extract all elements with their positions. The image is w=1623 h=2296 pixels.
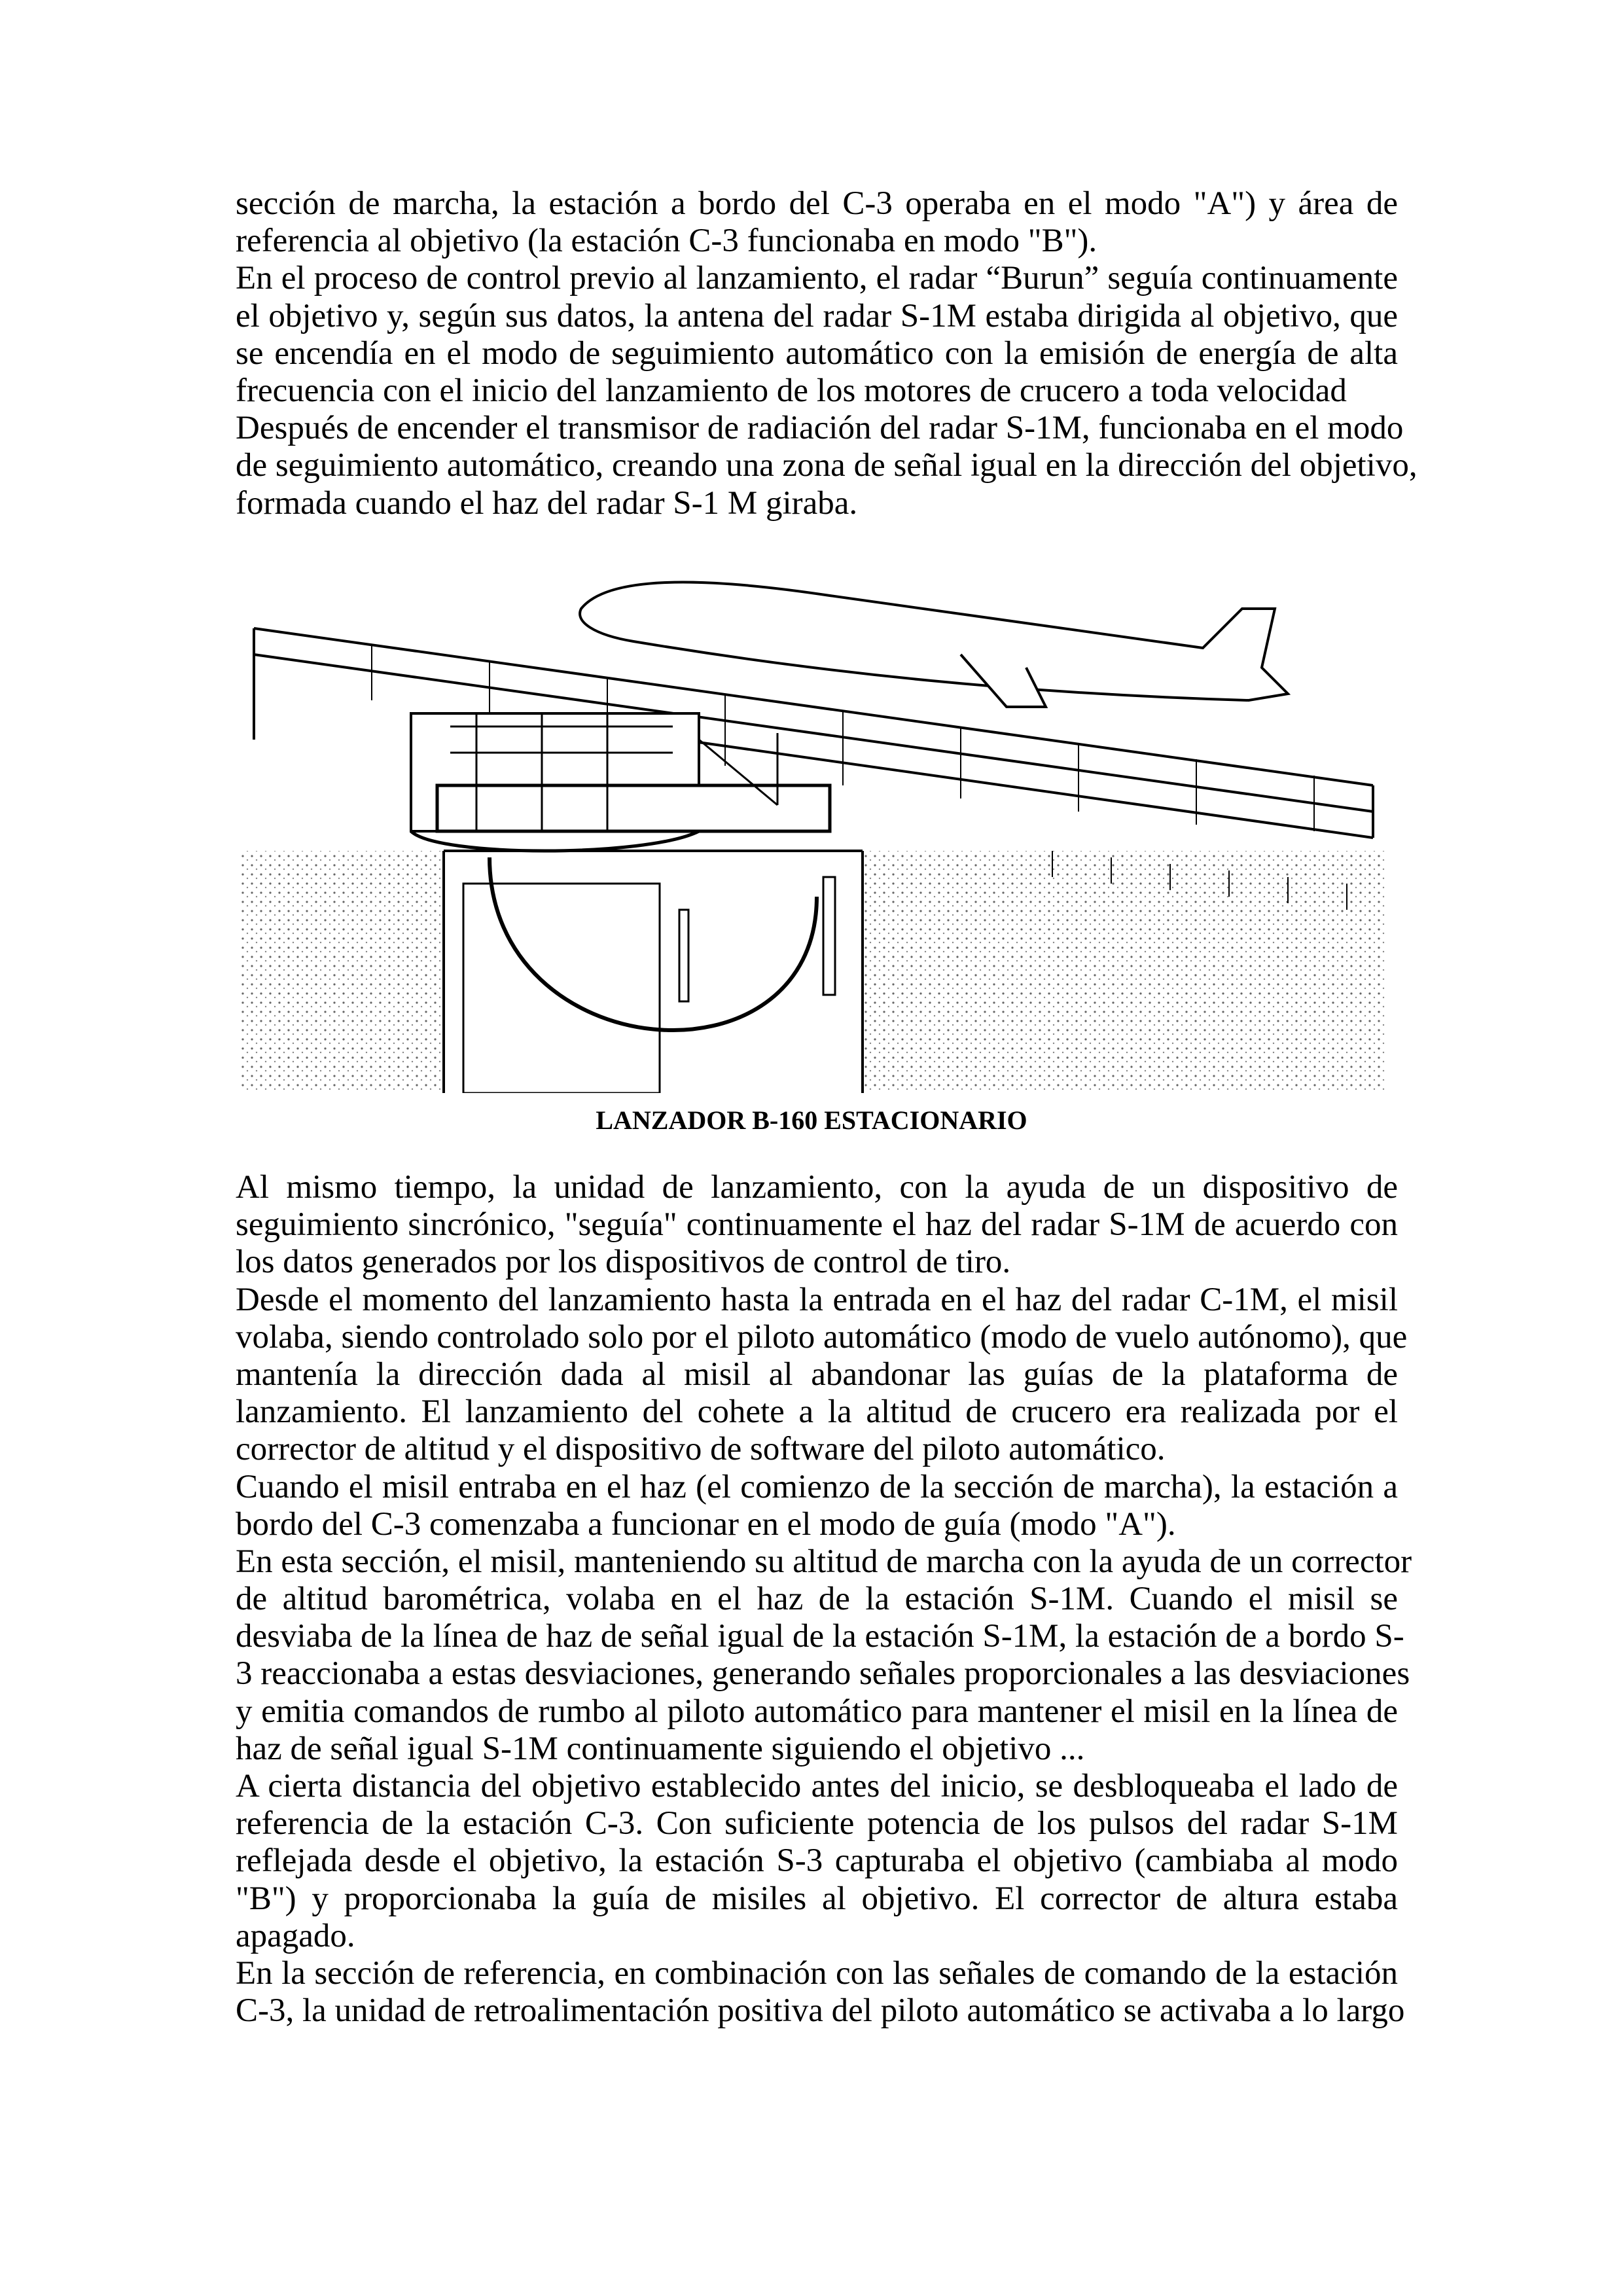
paragraph bbox=[236, 1469, 1398, 1543]
text-block-bottom bbox=[236, 1169, 1412, 2030]
paragraph bbox=[236, 1169, 1398, 1282]
text-line: seguimiento sincrónico, "seguía" continuamente el haz del radar S-1M de acuerdo con bbox=[236, 1206, 1398, 1244]
text-line: bordo del C-3 comenzaba a funcionar en el modo de guía (modo "A"). bbox=[236, 1505, 1176, 1543]
text-line: referencia al objetivo (la estación C-3 funcionaba en modo "B"). bbox=[236, 223, 1097, 260]
text-line: reflejada desde el objetivo, la estación S-3 capturaba el objetivo (cambiaba al modo bbox=[236, 1842, 1398, 1880]
text-line: el objetivo y, según sus datos, la antena del radar S-1M estaba dirigida al objetivo, que bbox=[236, 297, 1398, 334]
text-line: se encendía en el modo de seguimiento automático con la emisión de energía de alta bbox=[236, 334, 1398, 372]
text-line: Al mismo tiempo, la unidad de lanzamiento, con la ayuda de un dispositivo de bbox=[236, 1169, 1398, 1206]
text-line: de altitud barométrica, volaba en el haz de la estación S-1M. Cuando el misil se bbox=[236, 1581, 1398, 1618]
text-line: Desde el momento del lanzamiento hasta la entrada en el haz del radar C-1M, el misil bbox=[236, 1281, 1398, 1318]
text-line: En el proceso de control previo al lanzamiento, el radar “Burun” seguía continuamente bbox=[236, 260, 1398, 297]
text-line: Cuando el misil entraba en el haz (el comienzo de la sección de marcha), la estación a bbox=[236, 1468, 1398, 1505]
launcher-illustration bbox=[241, 569, 1386, 1093]
text-line: C-3, la unidad de retroalimentación positiva del piloto automático se activaba a lo largo bbox=[236, 1992, 1405, 2030]
text-line: haz de señal igual S-1M continuamente siguiendo el objetivo ... bbox=[236, 1730, 1085, 1767]
text-line: A cierta distancia del objetivo establecido antes del inicio, se desbloqueaba el lado de bbox=[236, 1768, 1398, 1804]
text-line: Después de encender el transmisor de radiación del radar S-1M, funcionaba en el modo bbox=[236, 410, 1404, 447]
text-line: desviaba de la línea de haz de señal igual de la estación S-1M, la estación de a bordo S- bbox=[236, 1618, 1404, 1655]
paragraph bbox=[236, 1281, 1408, 1469]
text-line: En esta sección, el misil, manteniendo su altitud de marcha con la ayuda de un corrector bbox=[236, 1543, 1412, 1580]
figure-caption: LANZADOR B-160 ESTACIONARIO bbox=[596, 1105, 1027, 1135]
text-line: y emitia comandos de rumbo al piloto automático para mantener el misil en la línea de bbox=[236, 1693, 1398, 1730]
text-line: los datos generados por los dispositivos de control de tiro. bbox=[236, 1244, 1011, 1281]
text-line: corrector de altitud y el dispositivo de software del piloto automático. bbox=[236, 1431, 1166, 1468]
text-line: de seguimiento automático, creando una zona de señal igual en la dirección del objetivo, bbox=[236, 447, 1418, 484]
text-line: formada cuando el haz del radar S-1 M giraba. bbox=[236, 484, 858, 522]
text-line: En la sección de referencia, en combinación con las señales de comando de la estación bbox=[236, 1954, 1398, 1992]
paragraph bbox=[236, 185, 1398, 260]
text-line: referencia de la estación C-3. Con suficiente potencia de los pulsos del radar S-1M bbox=[236, 1805, 1398, 1842]
text-line: "B") y proporcionaba la guía de misiles al objetivo. El corrector de altura estaba bbox=[236, 1880, 1398, 1917]
paragraph bbox=[236, 1543, 1412, 1768]
text-line: sección de marcha, la estación a bordo del C-3 operaba en el modo "A") y área de bbox=[236, 185, 1398, 222]
text-line: frecuencia con el inicio del lanzamiento de los motores de crucero a toda velocidad bbox=[236, 372, 1347, 409]
text-line: volaba, siendo controlado solo por el piloto automático (modo de vuelo autónomo), que bbox=[236, 1318, 1408, 1355]
paragraph bbox=[236, 1768, 1398, 1955]
paragraph bbox=[236, 260, 1398, 410]
text-block-top bbox=[236, 185, 1418, 522]
text-line: mantenía la dirección dada al misil al abandonar las guías de la plataforma de bbox=[236, 1355, 1398, 1393]
paragraph bbox=[236, 410, 1418, 522]
text-line: 3 reaccionaba a estas desviaciones, generando señales proporcionales a las desviaciones bbox=[236, 1655, 1410, 1693]
paragraph bbox=[236, 1954, 1405, 2030]
text-line: apagado. bbox=[236, 1917, 355, 1954]
text-line: lanzamiento. El lanzamiento del cohete a la altitud de crucero era realizada por el bbox=[236, 1393, 1398, 1431]
